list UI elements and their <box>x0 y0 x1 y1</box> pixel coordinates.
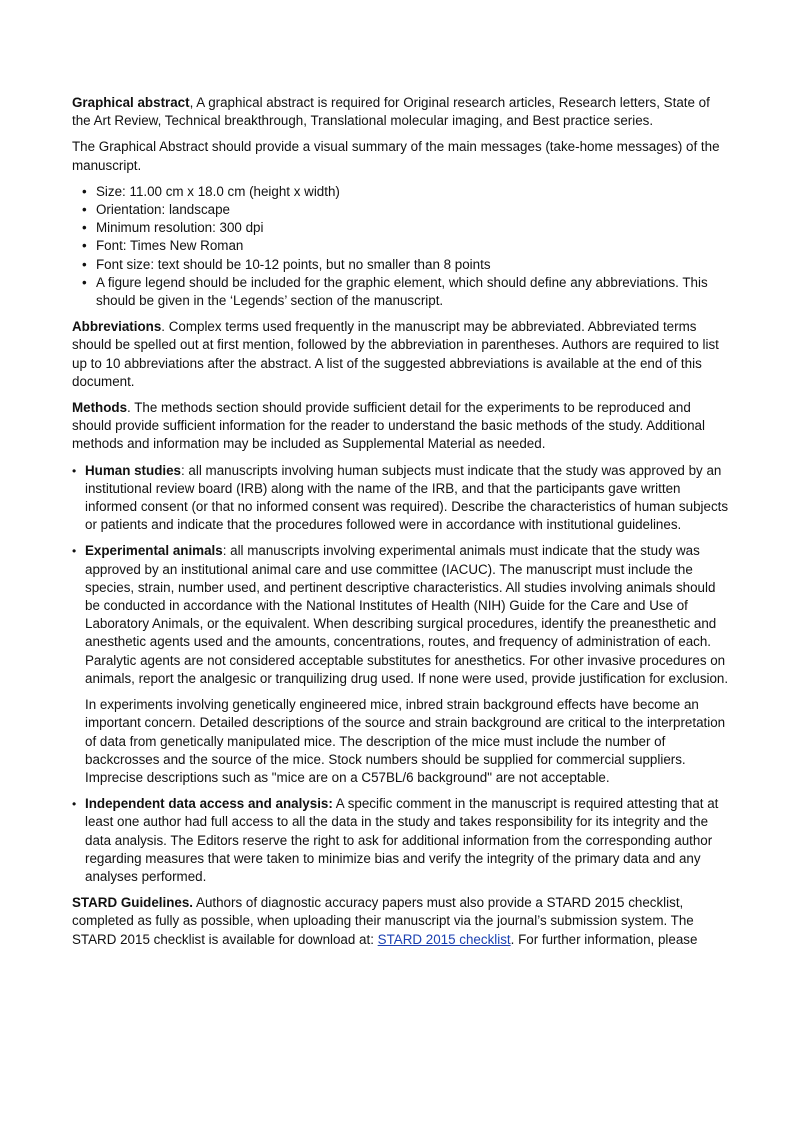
stard-text-before: Authors of diagnostic accuracy papers must also provide a STARD 2015 checklist, completed as fully as possible, when uploading their manuscript via the journal’s submission system. The STARD 2015 checklist is available for download at: <box>72 895 694 947</box>
stard-checklist-link[interactable]: STARD 2015 checklist <box>377 931 511 947</box>
graphical-abstract-summary: The Graphical Abstract should provide a visual summary of the main messages (take-home messages) of the manuscript. <box>72 139 720 173</box>
abbreviations-paragraph <box>72 318 730 391</box>
bullet-glyph: • <box>72 544 77 559</box>
stard-paragraph <box>72 894 730 949</box>
genetically-engineered-mice-paragraph: In experiments involving genetically engineered mice, inbred strain background effects have become an important concern. Detailed descriptions of the source and strain background are critical to the interpretation of data from genetically manipulated mice. The description of the mice must include the number of backcrosses and the source of the mice. Stock numbers should be supplied for commercial suppliers. Imprecise descriptions such as "mice are on a C57BL/6 background" are not acceptable. <box>85 697 726 785</box>
bullet-glyph: • <box>72 797 77 812</box>
graphical-abstract-spec-list <box>72 183 730 310</box>
abbreviations-text: . Complex terms used frequently in the manuscript may be abbreviated. Abbreviated terms should be spelled out at first mention, followed by the abbreviation in parentheses. Authors are required to list up to 10 abbreviations after the abstract. A list of the suggested abbreviations is available at the end of this document. <box>72 319 719 389</box>
methods-text: . The methods section should provide sufficient detail for the experiments to be reproduced and should provide sufficient information for the reader to understand the basic methods of the study. Additional methods and information may be included as Supplemental Material as needed. <box>72 400 705 452</box>
methods-item-experimental-animals <box>72 542 730 787</box>
methods-item-human-studies <box>72 462 730 535</box>
methods-paragraph <box>72 399 730 454</box>
stard-heading: STARD Guidelines. <box>72 895 194 911</box>
methods-item-independent-data-access <box>72 795 730 886</box>
spec-item-font-size: • Font size: text should be 10-12 points, but no smaller than 8 points <box>82 256 730 274</box>
methods-item-list <box>72 462 730 886</box>
experimental-animals-term: Experimental animals <box>85 543 223 559</box>
graphical-abstract-heading: Graphical abstract <box>72 95 190 110</box>
human-studies-text: : all manuscripts involving human subjects must indicate that the study was approved by an institutional review board (IRB) along with the name of the IRB, and that the participants gave written informed consent (or that no informed consent was required). Describe the characteristics of human subjects or patients and indicate that the procedures followed were in accordance with institutional guidelines. <box>85 462 729 533</box>
spec-item-resolution: • Minimum resolution: 300 dpi <box>82 219 730 237</box>
spec-item-size: • Size: 11.00 cm x 18.0 cm (height x width) <box>82 183 730 201</box>
stard-text-after: . For further information, please <box>510 931 698 947</box>
human-studies-term: Human studies <box>85 462 181 478</box>
spec-item-font: • Font: Times New Roman <box>82 237 730 255</box>
independent-data-access-term: Independent data access and analysis: <box>85 796 333 812</box>
abbreviations-heading: Abbreviations <box>72 319 162 335</box>
graphical-abstract-intro: , A graphical abstract is required for Original research articles, Research letters, State of the Art Review, Technical breakthrough, Translational molecular imaging, and Best practice series. <box>72 95 710 129</box>
graphical-abstract-paragraph <box>72 94 730 130</box>
methods-heading: Methods <box>72 400 128 416</box>
spec-item-figure-legend: • A figure legend should be included for the graphic element, which should define any abbreviations. This should be given in the ‘Legends’ section of the manuscript. <box>82 274 730 310</box>
independent-data-access-text: A specific comment in the manuscript is required attesting that at least one author had full access to all the data in the study and takes responsibility for its integrity and the data analysis. The Editors reserve the right to ask for additional information from the corresponding author regarding measures that were taken to minimize bias and verify the integrity of the primary data and any analyses performed. <box>85 796 719 884</box>
experimental-animals-text: : all manuscripts involving experimental animals must indicate that the study was approved by an institutional animal care and use committee (IACUC). The manuscript must include the species, strain, number used, and pertinent descriptive characteristics. All studies involving animals should be conducted in accordance with the National Institutes of Health (NIH) Guide for the Care and Use of Laboratory Animals, or the equivalent. When describing surgical procedures, identify the preanesthetic and anesthetic agents used and the amounts, concentrations, routes, and frequency of administration of each. Paralytic agents are not considered acceptable substitutes for anesthetics. For other invasive procedures on animals, report the analgesic or tranquilizing drug used. If none were used, provide justification for exclusion. <box>85 543 729 686</box>
bullet-glyph: • <box>72 463 77 478</box>
spec-item-orientation: • Orientation: landscape <box>82 201 730 219</box>
